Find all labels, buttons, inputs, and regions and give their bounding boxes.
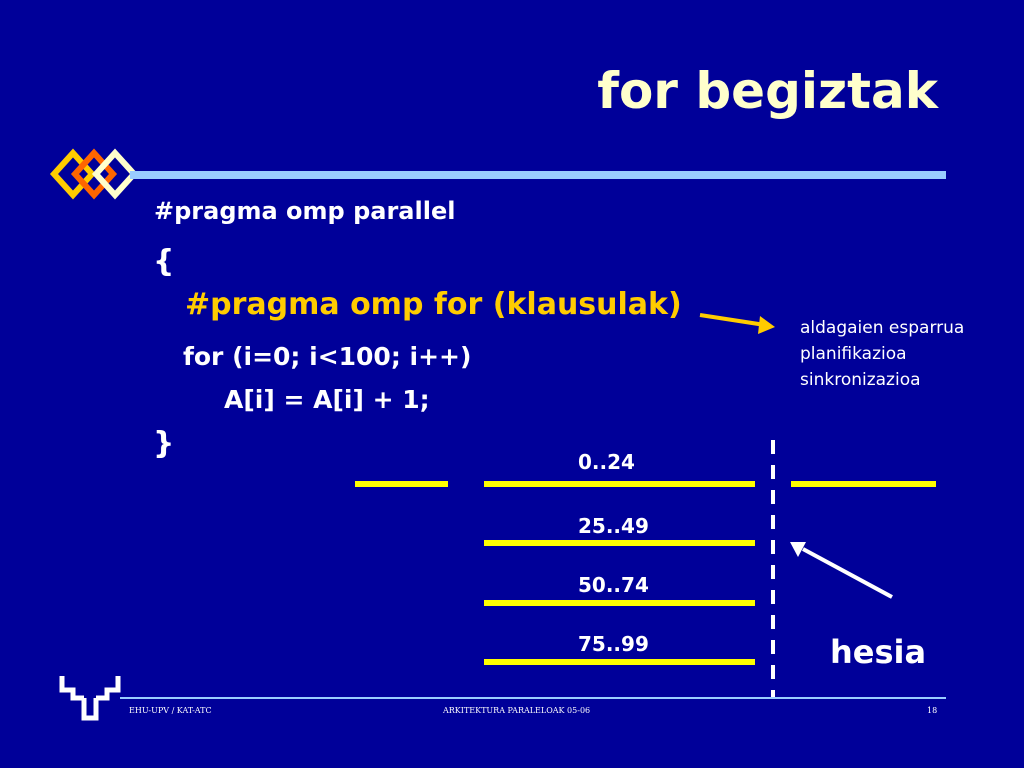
range-label-1: 25..49 <box>578 514 649 538</box>
range-label-0: 0..24 <box>578 450 635 474</box>
page-number: 18 <box>927 706 938 715</box>
note-synchronization: sinkronizazioa <box>800 370 921 390</box>
interlocked-diamonds-logo <box>54 153 134 195</box>
clauses-arrow <box>700 315 775 334</box>
barrier-arrow <box>790 542 892 597</box>
code-for-loop: for (i=0; i<100; i++) <box>183 342 472 371</box>
footer-rule <box>120 697 946 699</box>
range-label-3: 75..99 <box>578 632 649 656</box>
code-open-brace: { <box>153 244 175 279</box>
code-loop-body: A[i] = A[i] + 1; <box>224 385 430 414</box>
slide-title: for begiztak <box>597 62 938 120</box>
code-pragma-for: #pragma omp for (klausulak) <box>185 287 682 322</box>
code-close-brace: } <box>153 426 175 461</box>
footer-left: EHU-UPV / KAT-ATC <box>129 706 212 715</box>
note-scope: aldagaien esparrua <box>800 318 965 338</box>
barrier-label: hesia <box>830 633 927 671</box>
range-label-2: 50..74 <box>578 573 649 597</box>
ehu-logo <box>62 676 118 718</box>
note-scheduling: planifikazioa <box>800 344 907 364</box>
title-rule <box>130 171 946 179</box>
footer-center: ARKITEKTURA PARALELOAK 05-06 <box>443 706 591 715</box>
code-pragma-parallel: #pragma omp parallel <box>154 197 456 225</box>
clauses-notes <box>800 315 964 393</box>
